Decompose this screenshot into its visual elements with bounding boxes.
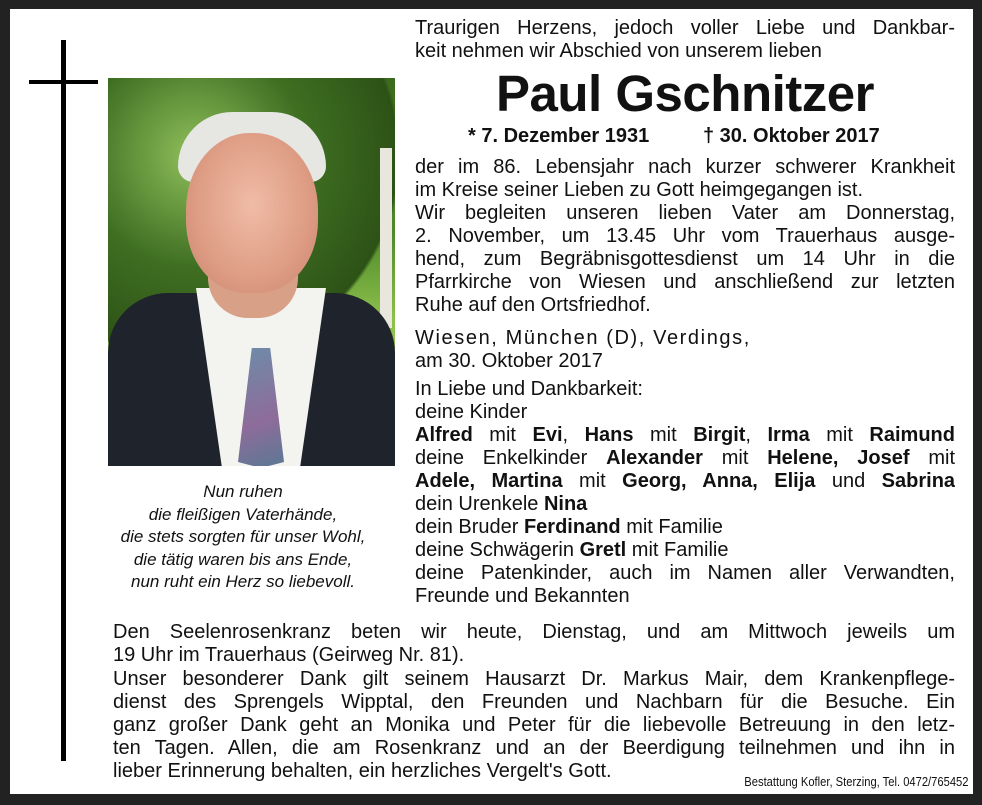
family-text: deine Kinder (415, 401, 528, 423)
family-line (415, 585, 955, 608)
family-text: und (815, 470, 882, 492)
family-member-name: Irma (767, 424, 810, 446)
intro-line: Traurigen Herzens, jedoch voller Liebe und Dankbar- (415, 17, 955, 39)
family-member-name: Ferdinand (523, 516, 621, 538)
family-member-name: Alexander (606, 447, 703, 469)
portrait-photo (108, 78, 395, 466)
deceased-name: Paul Gschnitzer (496, 65, 874, 122)
body-line: Ruhe auf den Ortsfriedhof. (415, 294, 651, 316)
family-text: mit (472, 424, 533, 446)
body-line: 2. November, um 13.45 Uhr vom Trauerhaus ausge- (415, 225, 955, 247)
memorial-poem (78, 481, 408, 594)
rosary-text (113, 621, 955, 667)
family-member-name: Gretl (579, 539, 627, 561)
obituary-notice (10, 9, 973, 794)
poem-line: die fleißigen Vaterhände, (148, 504, 338, 524)
family-text: dein Bruder (415, 516, 524, 538)
family-text: , (562, 424, 585, 446)
thanks-text (113, 668, 955, 783)
family-member-name: Helene, Josef (767, 447, 910, 469)
family-member-name: Hans (584, 424, 634, 446)
intro-line: keit nehmen wir Abschied von unserem lieben (415, 40, 822, 62)
intro-text (415, 17, 955, 63)
family-member-name: Georg, Anna, Elija (622, 470, 816, 492)
date-line: am 30. Oktober 2017 (415, 350, 603, 372)
place-line: Wiesen, München (D), Verdings, (415, 327, 751, 349)
family-member-name: Adele, Martina (415, 470, 563, 492)
family-text: In Liebe und Dankbarkeit: (415, 378, 643, 400)
family-text: mit Familie (620, 516, 723, 538)
family-text: mit (809, 424, 870, 446)
body-line: der im 86. Lebensjahr nach kurzer schwerer Krankheit (415, 156, 955, 178)
body-line: im Kreise seiner Lieben zu Gott heimgegangen ist. (415, 179, 864, 201)
birth-date: * 7. Dezember 1931 (468, 125, 650, 147)
body-line: Pfarrkirche von Wiesen und anschließend zur letzten (415, 271, 955, 293)
family-text: deine Schwägerin (415, 539, 580, 561)
family-text: mit (633, 424, 694, 446)
family-text: mit (562, 470, 623, 492)
rosary-line: Den Seelenrosenkranz beten wir heute, Dienstag, und am Mittwoch jeweils um (113, 621, 955, 643)
family-line (415, 447, 955, 470)
family-member-name: Sabrina (881, 470, 955, 492)
family-member-name: Raimund (869, 424, 955, 446)
family-member-name: Alfred (415, 424, 473, 446)
family-member-name: Nina (543, 493, 588, 515)
family-text: mit Familie (626, 539, 729, 561)
family-text: Freunde und Bekannten (415, 585, 630, 607)
place-date (415, 327, 955, 373)
family-line (415, 470, 955, 493)
family-line (415, 516, 955, 539)
family-text: deine Enkelkinder (415, 447, 607, 469)
family-member-name: Birgit (693, 424, 746, 446)
body-line: hend, zum Begräbnisgottesdienst um 14 Uhr in die (415, 248, 955, 270)
family-text: , (745, 424, 768, 446)
family-line (415, 424, 955, 447)
family-text: dein Urenkele (415, 493, 544, 515)
family-text: mit (702, 447, 768, 469)
thanks-line: ganz großer Dank geht an Monika und Peter für die liebevolle Betreuung in den letz- (113, 714, 955, 736)
family-text: mit (909, 447, 955, 469)
family-line (415, 401, 955, 424)
poem-line: die tätig waren bis ans Ende, (133, 549, 353, 569)
family-list (415, 378, 955, 608)
poem-line: die stets sorgten für unser Wohl, (120, 527, 366, 546)
thanks-line: Unser besonderer Dank gilt seinem Hausarzt Dr. Markus Mair, dem Krankenpflege- (113, 668, 955, 690)
family-text: deine Patenkinder, auch im Namen aller Verwandten, (415, 562, 955, 584)
death-date: † 30. Oktober 2017 (703, 125, 880, 147)
cross-icon-vertical (61, 40, 66, 761)
rosary-line: 19 Uhr im Trauerhaus (Geirweg Nr. 81). (113, 644, 465, 666)
family-line (415, 562, 955, 585)
poem-line: Nun ruhen (203, 482, 283, 501)
family-line (415, 378, 955, 401)
thanks-line: dienst des Sprengels Wipptal, den Freunden und Nachbarn für die Besuche. Ein (113, 691, 955, 713)
family-line (415, 539, 955, 562)
family-line (415, 493, 955, 516)
poem-line: nun ruht ein Herz so liebevoll. (131, 572, 355, 591)
announcement-text (415, 156, 955, 317)
thanks-line: ten Tagen. Allen, die am Rosenkranz und an der Beerdigung teilnehmen und ihn in (113, 737, 955, 759)
cross-icon-horizontal (29, 80, 98, 84)
thanks-line: lieber Erinnerung behalten, ein herzliches Vergelt's Gott. (113, 760, 612, 782)
family-member-name: Evi (532, 424, 563, 446)
body-line: Wir begleiten unseren lieben Vater am Donnerstag, (415, 202, 955, 224)
funeral-home-credit: Bestattung Kofler, Sterzing, Tel. 0472/765452 (744, 774, 969, 789)
